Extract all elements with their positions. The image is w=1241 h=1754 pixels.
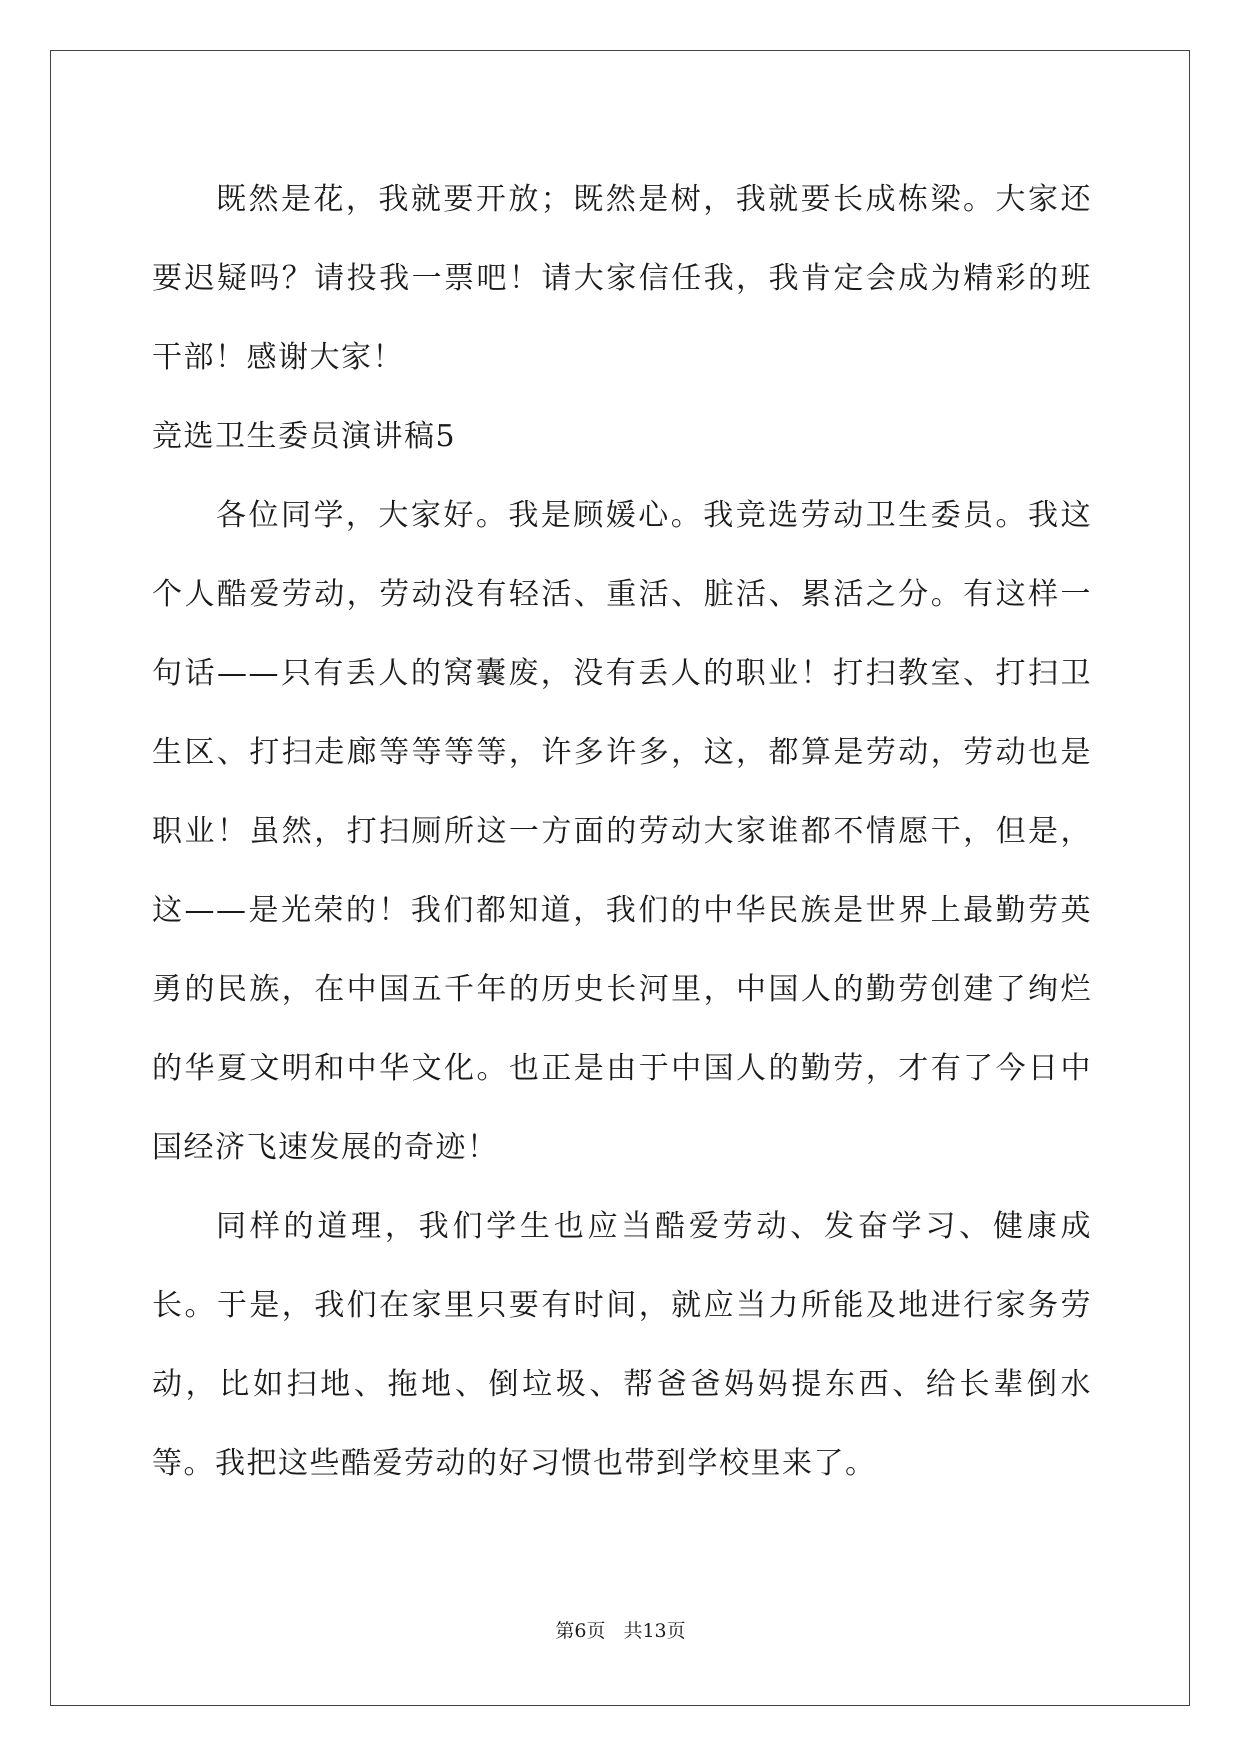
page-total: 共13页	[623, 1620, 686, 1642]
page-footer	[0, 1616, 1241, 1643]
document-body	[152, 160, 1092, 1503]
page-number: 第6页	[555, 1620, 606, 1642]
paragraph-introduction: 各位同学，大家好。我是顾媛心。我竞选劳动卫生委员。我这个人酷爱劳动，劳动没有轻活、重活、脏活、累活之分。有这样一句话——只有丢人的窝囊废，没有丢人的职业！打扫教室、打扫卫生区、打扫走廊等等等等，许多许多，这，都算是劳动，劳动也是职业！虽然，打扫厕所这一方面的劳动大家谁都不情愿干，但是，这——是光荣的！我们都知道，我们的中华民族是世界上最勤劳英勇的民族，在中国五千年的历史长河里，中国人的勤劳创建了绚烂的华夏文明和中华文化。也正是由于中国人的勤劳，才有了今日中国经济飞速发展的奇迹！	[152, 498, 1092, 1165]
section-heading: 竞选卫生委员演讲稿5	[152, 419, 457, 454]
paragraph-habits: 同样的道理，我们学生也应当酷爱劳动、发奋学习、健康成长。于是，我们在家里只要有时间，就应当力所能及地进行家务劳动，比如扫地、拖地、倒垃圾、帮爸爸妈妈提东西、给长辈倒水等。我把这些酷爱劳动的好习惯也带到学校里来了。	[152, 1209, 1092, 1481]
paragraph-closing: 既然是花，我就要开放；既然是树，我就要长成栋梁。大家还要迟疑吗？请投我一票吧！请大家信任我，我肯定会成为精彩的班干部！感谢大家！	[152, 182, 1092, 375]
